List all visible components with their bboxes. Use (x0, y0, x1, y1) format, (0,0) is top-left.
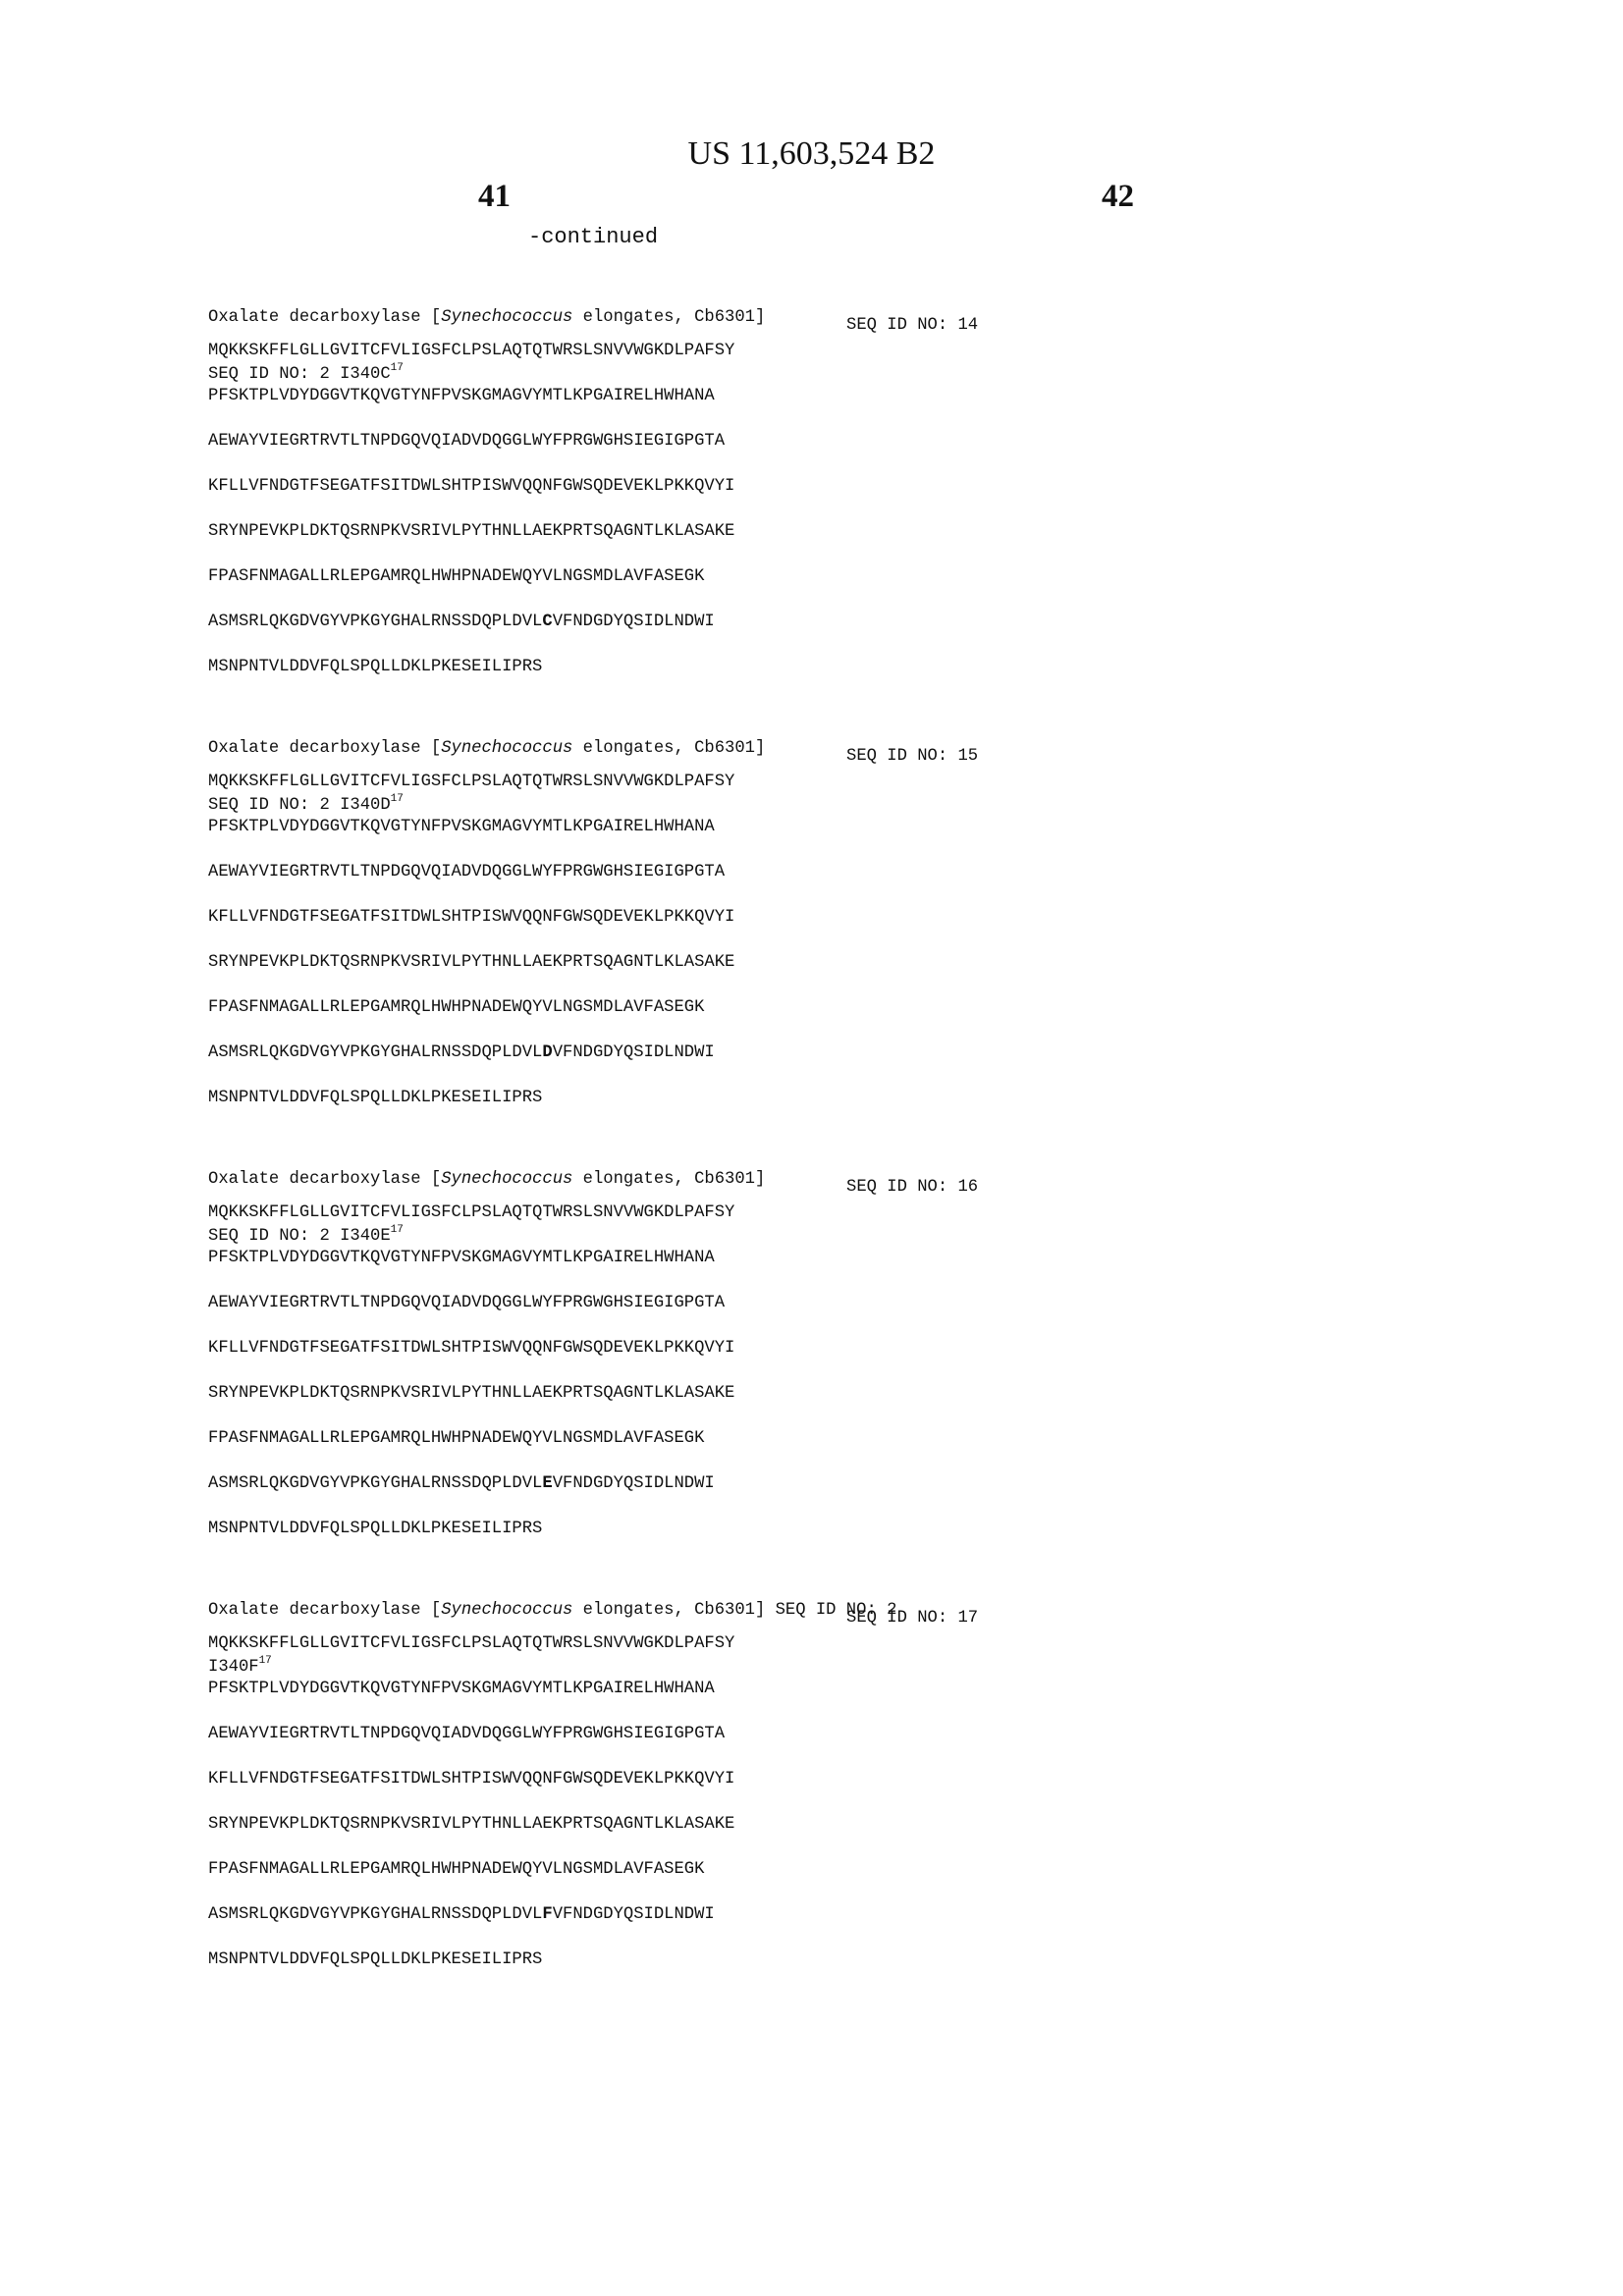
continued-label: -continued (528, 225, 659, 249)
mut-post: VFNDGDYQSIDLNDWI (552, 1474, 715, 1493)
sequence-line: MQKKSKFFLGLLGVITCFVLIGSFCLPSLAQTQTWRSLSNVVWGKDLPAFSY (208, 1203, 735, 1222)
desc-suffix: elongates, Cb6301] SEQ ID NO: 2 (572, 1601, 897, 1620)
footnote-ref: 17 (390, 362, 404, 374)
sequence-line-mutation (208, 1473, 715, 1495)
variant-label: SEQ ID NO: 2 I340D (208, 796, 391, 815)
sequence-entry (208, 1133, 1092, 1538)
sequence-line: KFLLVFNDGTFSEGATFSITDWLSHTPISWVQQNFGWSQDEVEKLPKKQVYI (208, 908, 735, 927)
sequence-line: MQKKSKFFLGLLGVITCFVLIGSFCLPSLAQTQTWRSLSNVVWGKDLPAFSY (208, 342, 735, 360)
desc-prefix: Oxalate decarboxylase [ (208, 739, 442, 758)
desc-species: Synechococcus (441, 308, 573, 327)
sequence-line: MSNPNTVLDDVFQLSPQLLDKLPKESEILIPRS (208, 1520, 543, 1538)
sequence-line: FPASFNMAGALLRLEPGAMRQLHWHPNADEWQYVLNGSMDLAVFASEGK (208, 998, 705, 1017)
sequence-line: PFSKTPLVDYDGGVTKQVGTYNFPVSKGMAGVYMTLKPGAIRELHWHANA (208, 818, 715, 836)
sequence-line-mutation (208, 1042, 715, 1064)
entry-variant (208, 362, 1092, 385)
mutated-residue: F (542, 1905, 553, 1924)
desc-species: Synechococcus (441, 1601, 573, 1620)
sequence-line: AEWAYVIEGRTRVTLTNPDGQVQIADVDQGGLWYFPRGWGHSIEGIGPGTA (208, 432, 726, 451)
footnote-ref: 17 (390, 1224, 404, 1236)
sequence-entry (208, 1564, 1092, 1969)
desc-suffix: elongates, Cb6301] (572, 308, 766, 327)
sequence-line: MSNPNTVLDDVFQLSPQLLDKLPKESEILIPRS (208, 1950, 543, 1969)
sequence-line: PFSKTPLVDYDGGVTKQVGTYNFPVSKGMAGVYMTLKPGAIRELHWHANA (208, 387, 715, 405)
sequence-line: MSNPNTVLDDVFQLSPQLLDKLPKESEILIPRS (208, 658, 543, 676)
sequence-line: MSNPNTVLDDVFQLSPQLLDKLPKESEILIPRS (208, 1089, 543, 1107)
sequence-line: FPASFNMAGALLRLEPGAMRQLHWHPNADEWQYVLNGSMDLAVFASEGK (208, 1429, 705, 1448)
sequence-line: PFSKTPLVDYDGGVTKQVGTYNFPVSKGMAGVYMTLKPGAIRELHWHANA (208, 1680, 715, 1698)
variant-label: SEQ ID NO: 2 I340E (208, 1227, 391, 1246)
seq-id-label: SEQ ID NO: 16 (846, 1178, 979, 1197)
mut-post: VFNDGDYQSIDLNDWI (552, 613, 715, 631)
sequence-line: AEWAYVIEGRTRVTLTNPDGQVQIADVDQGGLWYFPRGWGHSIEGIGPGTA (208, 863, 726, 881)
mut-pre: ASMSRLQKGDVGYVPKGYGHALRNSSDQPLDVL (208, 1905, 543, 1924)
sequence-line: KFLLVFNDGTFSEGATFSITDWLSHTPISWVQQNFGWSQDEVEKLPKKQVYI (208, 1770, 735, 1789)
sequence-line: PFSKTPLVDYDGGVTKQVGTYNFPVSKGMAGVYMTLKPGAIRELHWHANA (208, 1249, 715, 1267)
sequence-line: SRYNPEVKPLDKTQSRNPKVSRIVLPYTHNLLAEKPRTSQAGNTLKLASAKE (208, 522, 735, 541)
sequence-line: MQKKSKFFLGLLGVITCFVLIGSFCLPSLAQTQTWRSLSNVVWGKDLPAFSY (208, 1634, 735, 1653)
desc-prefix: Oxalate decarboxylase [ (208, 1170, 442, 1189)
variant-label: I340F (208, 1658, 259, 1677)
sequence-entry (208, 271, 1092, 676)
sequence-entry (208, 702, 1092, 1107)
sequence-line: AEWAYVIEGRTRVTLTNPDGQVQIADVDQGGLWYFPRGWGHSIEGIGPGTA (208, 1294, 726, 1312)
mutated-residue: D (542, 1043, 553, 1062)
footnote-ref: 17 (390, 793, 404, 805)
sequence-line-mutation (208, 1904, 715, 1926)
sequence-line: KFLLVFNDGTFSEGATFSITDWLSHTPISWVQQNFGWSQDEVEKLPKKQVYI (208, 1339, 735, 1358)
left-column-number: 41 (478, 179, 511, 214)
mut-pre: ASMSRLQKGDVGYVPKGYGHALRNSSDQPLDVL (208, 1474, 543, 1493)
seq-id-label: SEQ ID NO: 17 (846, 1609, 979, 1628)
sequence-line: FPASFNMAGALLRLEPGAMRQLHWHPNADEWQYVLNGSMDLAVFASEGK (208, 1860, 705, 1879)
mut-pre: ASMSRLQKGDVGYVPKGYGHALRNSSDQPLDVL (208, 1043, 543, 1062)
sequence-line-mutation (208, 612, 715, 633)
desc-prefix: Oxalate decarboxylase [ (208, 1601, 442, 1620)
footnote-ref: 17 (258, 1655, 272, 1667)
mut-post: VFNDGDYQSIDLNDWI (552, 1905, 715, 1924)
patent-number: US 11,603,524 B2 (687, 135, 936, 172)
desc-species: Synechococcus (441, 739, 573, 758)
entry-variant (208, 1655, 1092, 1678)
sequence-line: SRYNPEVKPLDKTQSRNPKVSRIVLPYTHNLLAEKPRTSQAGNTLKLASAKE (208, 1815, 735, 1834)
sequence-line: SRYNPEVKPLDKTQSRNPKVSRIVLPYTHNLLAEKPRTSQAGNTLKLASAKE (208, 953, 735, 972)
mut-post: VFNDGDYQSIDLNDWI (552, 1043, 715, 1062)
mutated-residue: E (542, 1474, 553, 1493)
mutated-residue: C (542, 613, 553, 631)
sequence-line: KFLLVFNDGTFSEGATFSITDWLSHTPISWVQQNFGWSQDEVEKLPKKQVYI (208, 477, 735, 496)
desc-suffix: elongates, Cb6301] (572, 1170, 766, 1189)
variant-label: SEQ ID NO: 2 I340C (208, 365, 391, 384)
desc-prefix: Oxalate decarboxylase [ (208, 308, 442, 327)
sequence-line: SRYNPEVKPLDKTQSRNPKVSRIVLPYTHNLLAEKPRTSQAGNTLKLASAKE (208, 1384, 735, 1403)
seq-id-label: SEQ ID NO: 15 (846, 747, 979, 766)
sequence-line: MQKKSKFFLGLLGVITCFVLIGSFCLPSLAQTQTWRSLSNVVWGKDLPAFSY (208, 773, 735, 791)
entry-variant (208, 1224, 1092, 1247)
seq-id-label: SEQ ID NO: 14 (846, 316, 979, 335)
sequence-line: AEWAYVIEGRTRVTLTNPDGQVQIADVDQGGLWYFPRGWGHSIEGIGPGTA (208, 1725, 726, 1743)
entry-variant (208, 793, 1092, 816)
desc-species: Synechococcus (441, 1170, 573, 1189)
sequence-line: FPASFNMAGALLRLEPGAMRQLHWHPNADEWQYVLNGSMDLAVFASEGK (208, 567, 705, 586)
right-column-number: 42 (1102, 179, 1134, 214)
desc-suffix: elongates, Cb6301] (572, 739, 766, 758)
mut-pre: ASMSRLQKGDVGYVPKGYGHALRNSSDQPLDVL (208, 613, 543, 631)
